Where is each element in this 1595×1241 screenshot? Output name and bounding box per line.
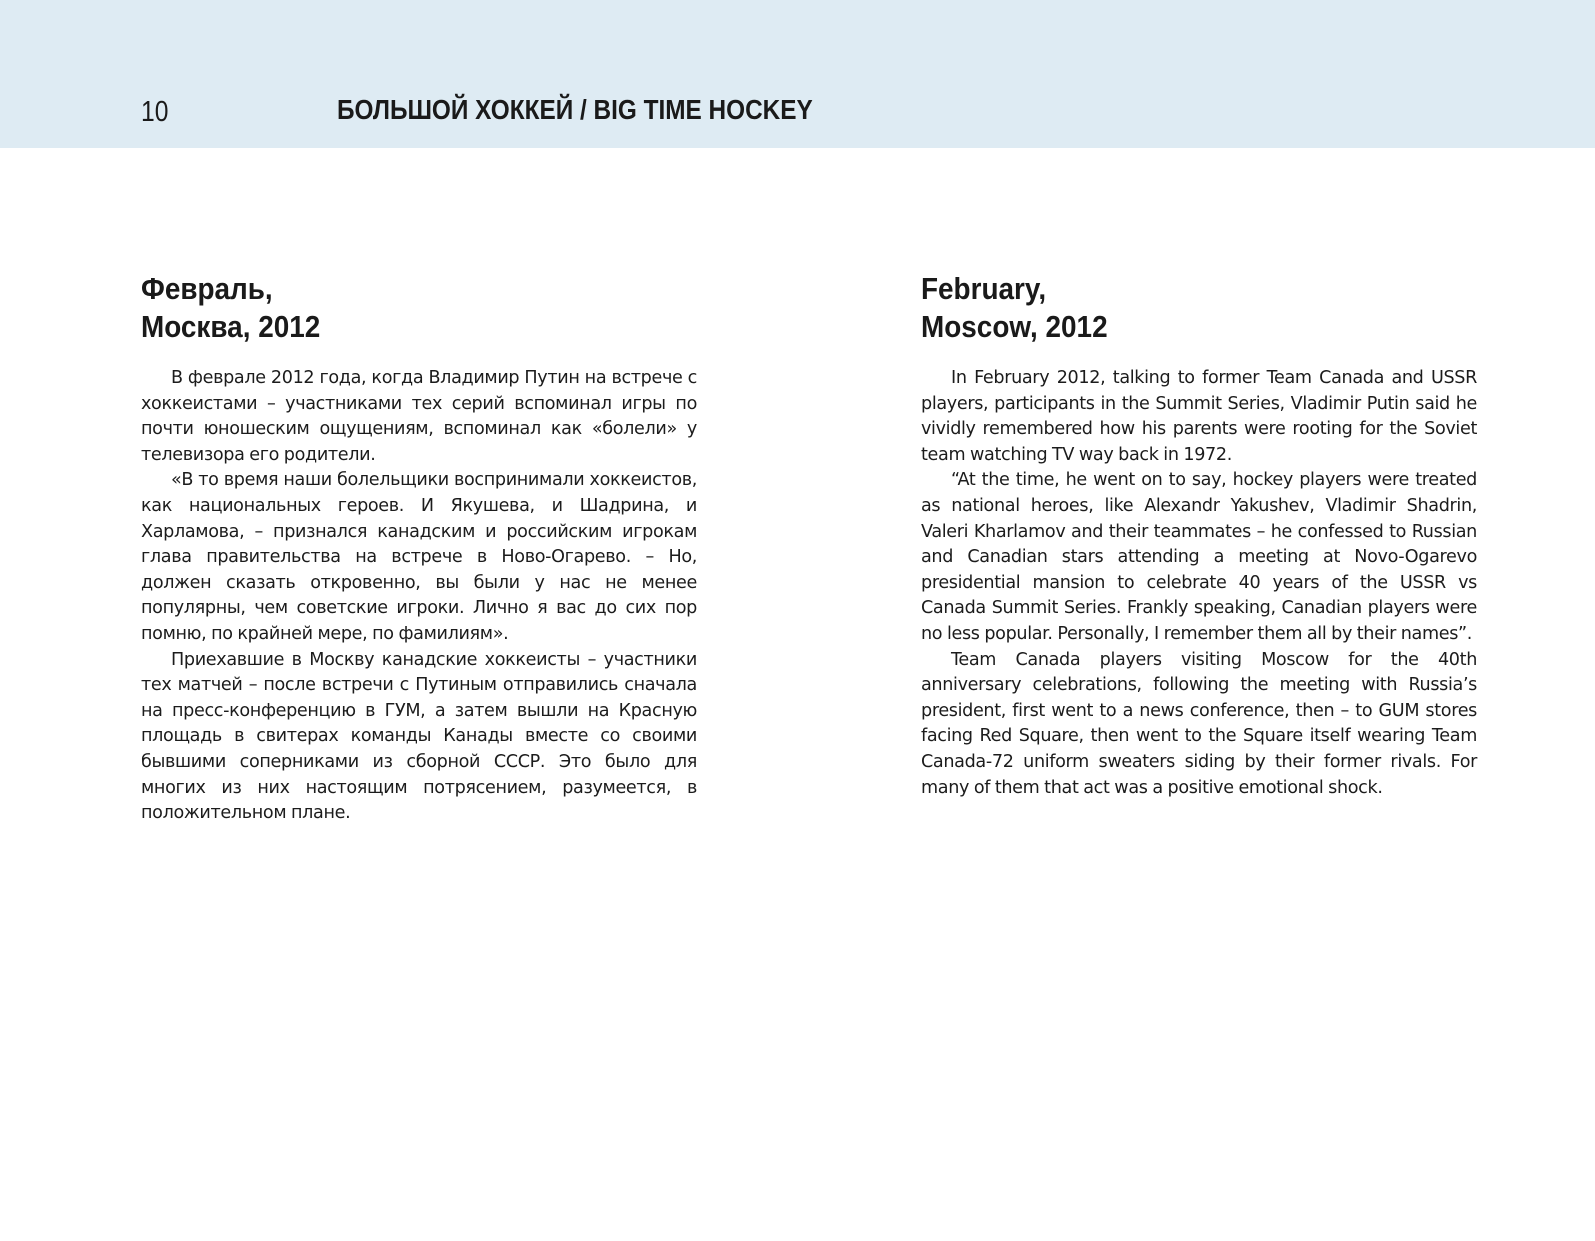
english-paragraph-2: “At the time, he went on to say, hockey players were treated as national heroes, like Alexandr Yakushev, Vladimir Shadrin, Valeri Kharlamov and their teammates – he confessed to Russian and Canadian stars attending a meeting at Novo-Ogarevo presidential mansion to celebrate 40 years of the USSR vs Canada Summit Series. Frankly speaking, Canadian players were no less popular. Personally, I remember them all by their names”. <box>921 470 1477 644</box>
russian-paragraph-1: В феврале 2012 года, когда Владимир Путин на встрече с хоккеистами – участниками тех серий вспоминал игры по почти юношеским ощущениям, вспоминал как «болели» у телевизора его родители. <box>141 368 697 465</box>
page-number: 10 <box>141 96 169 128</box>
english-heading <box>921 270 1421 346</box>
header-band <box>0 0 1595 148</box>
russian-column <box>141 270 697 827</box>
russian-paragraph-3: Приехавшие в Москву канадские хоккеисты – участники тех матчей – после встречи с Путиным отправились сначала на пресс-конференцию в ГУМ, а затем вышли на Красную площадь в свитерах команды Канады вместе со своими бывшими соперниками из сборной СССР. Это было для многих из них настоящим потрясением, разумеется, в положительном плане. <box>141 649 697 824</box>
english-column <box>921 270 1477 801</box>
russian-heading <box>141 270 641 346</box>
english-heading-line1: February, <box>921 271 1047 306</box>
english-paragraph-3: Team Canada players visiting Moscow for the 40th anniversary celebrations, following the meeting with Russia’s president, first went to a news conference, then – to GUM stores facing Red Square, then went to the Square itself wearing Team Canada-72 uniform sweaters siding by their former rivals. For many of them that act was a positive emotional shock. <box>921 649 1477 798</box>
english-heading-line2: Moscow, 2012 <box>921 309 1108 344</box>
russian-paragraph-2: «В то время наши болельщики воспринимали хоккеистов, как национальных героев. И Якушева, и Шадрина, и Харламова, – признался канадским и российским игрокам глава правительства на встрече в Ново-Огарево. – Но, должен сказать откровенно, вы были у нас не менее популярны, чем советские игроки. Лично я вас до сих пор помню, по крайней мере, по фамилиям». <box>141 470 697 644</box>
russian-heading-line2: Москва, 2012 <box>141 309 321 344</box>
english-paragraph-1: In February 2012, talking to former Team Canada and USSR players, participants in the Summit Series, Vladimir Putin said he vividly remembered how his parents were rooting for the Soviet team watching TV way back in 1972. <box>921 368 1477 465</box>
running-title: БОЛЬШОЙ ХОККЕЙ / BIG TIME HOCKEY <box>337 94 813 125</box>
russian-heading-line1: Февраль, <box>141 271 273 306</box>
